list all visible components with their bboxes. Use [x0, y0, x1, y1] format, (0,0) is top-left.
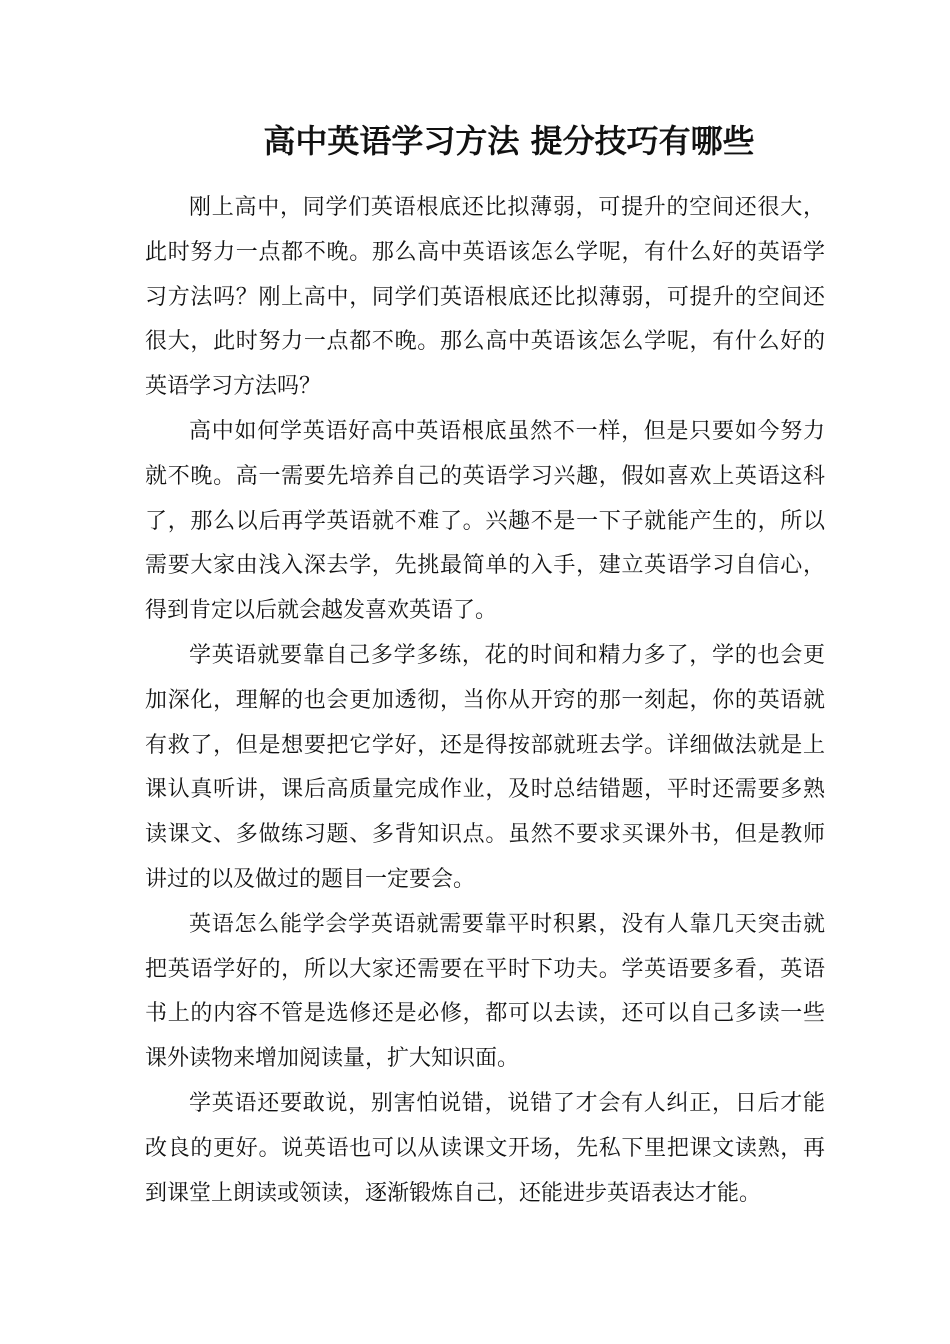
paragraph: 英语怎么能学会学英语就需要靠平时积累，没有人靠几天突击就把英语学好的，所以大家还需要在平时下功夫。学英语要多看，英语书上的内容不管是选修还是必修，都可以去读，还可以自己多读一些课外读物来增加阅读量，扩大知识面。 — [145, 911, 825, 1072]
paragraph: 高中如何学英语好高中英语根底虽然不一样，但是只要如今努力就不晚。高一需要先培养自己的英语学习兴趣，假如喜欢上英语这科了，那么以后再学英语就不难了。兴趣不是一下子就能产生的，所以需要大家由浅入深去学，先挑最简单的入手，建立英语学习自信心，得到肯定以后就会越发喜欢英语了。 — [145, 418, 825, 624]
document-body — [145, 186, 825, 1216]
paragraph: 学英语就要靠自己多学多练，花的时间和精力多了，学的也会更加深化，理解的也会更加透彻，当你从开窍的那一刻起，你的英语就有救了，但是想要把它学好，还是得按部就班去学。详细做法就是上课认真听讲，课后高质量完成作业，及时总结错题，平时还需要多熟读课文、多做练习题、多背知识点。虽然不要求买课外书，但是教师讲过的以及做过的题目一定要会。 — [145, 642, 825, 892]
paragraph: 学英语还要敢说，别害怕说错，说错了才会有人纠正，日后才能改良的更好。说英语也可以从读课文开场，先私下里把课文读熟，再到课堂上朗读或领读，逐渐锻炼自己，还能进步英语表达才能。 — [145, 1090, 825, 1206]
page-title: 高中英语学习方法 提分技巧有哪些 — [263, 122, 755, 160]
paragraph: 刚上高中，同学们英语根底还比拟薄弱，可提升的空间还很大，此时努力一点都不晚。那么高中英语该怎么学呢，有什么好的英语学习方法吗？刚上高中，同学们英语根底还比拟薄弱，可提升的空间还很大，此时努力一点都不晚。那么高中英语该怎么学呢，有什么好的英语学习方法吗？ — [145, 195, 825, 400]
